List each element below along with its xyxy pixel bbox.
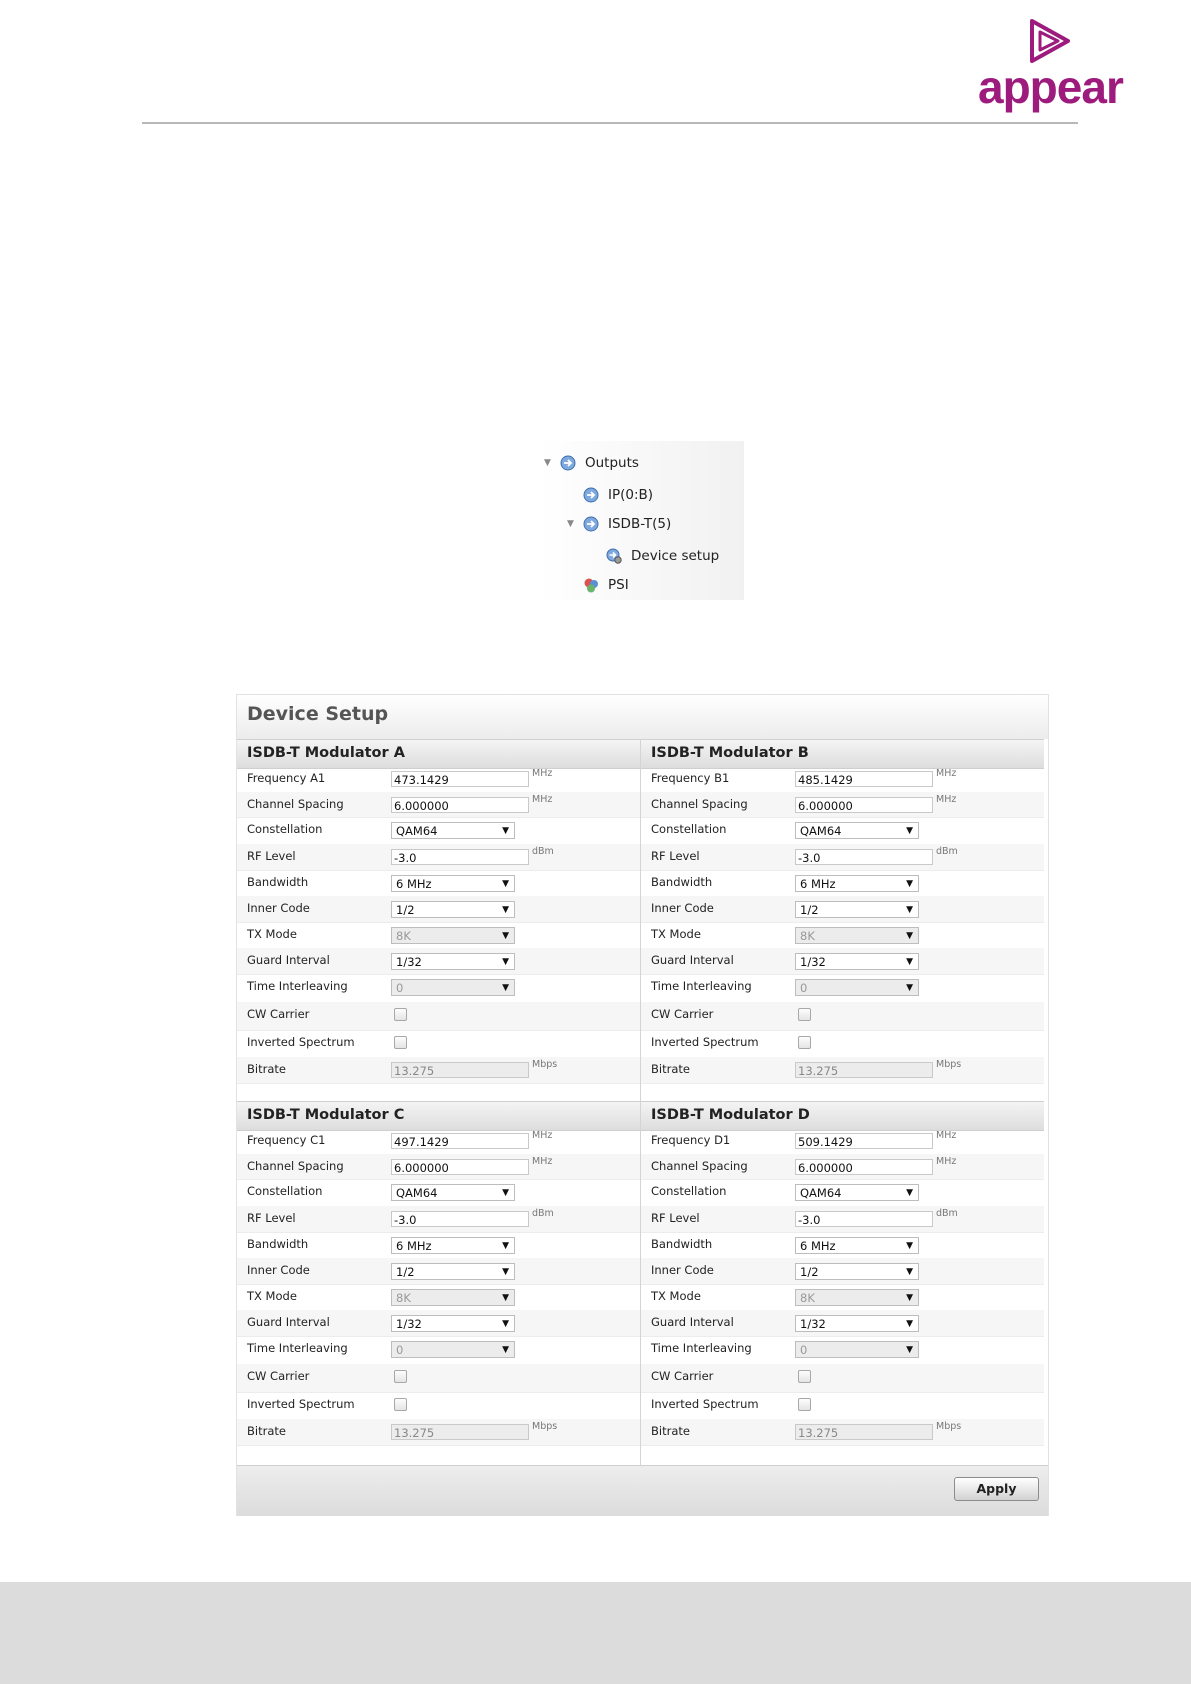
select-value: 8K xyxy=(396,929,411,943)
panel-header xyxy=(237,695,1048,739)
field-label: Guard Interval xyxy=(247,1315,330,1329)
modulator-title: ISDB-T Modulator D xyxy=(651,1107,810,1123)
field-label: Channel Spacing xyxy=(651,1159,748,1173)
tree-item-label: ISDB-T(5) xyxy=(608,516,672,532)
frequency-input[interactable]: 497.1429 xyxy=(391,1133,529,1149)
field-row-bitrate xyxy=(237,1057,640,1084)
channel-spacing-input[interactable]: 6.000000 xyxy=(795,1159,933,1175)
tree-item-device-setup[interactable] xyxy=(606,545,719,567)
unit-label: MHz xyxy=(936,1156,957,1167)
rf-level-input[interactable]: -3.0 xyxy=(391,849,529,865)
field-row-time-interleaving xyxy=(641,1336,1044,1365)
bitrate-input: 13.275 xyxy=(795,1062,933,1078)
unit-label: MHz xyxy=(936,768,957,779)
field-row-channel-spacing xyxy=(641,1154,1044,1180)
field-label: Bitrate xyxy=(247,1062,286,1076)
constellation-select[interactable] xyxy=(391,822,515,839)
field-row-guard-interval xyxy=(237,948,640,975)
psi-icon xyxy=(583,577,599,593)
select-value: 1/2 xyxy=(800,1265,819,1279)
unit-label: MHz xyxy=(936,794,957,805)
inner-code-select[interactable] xyxy=(795,1263,919,1280)
field-row-inner-code xyxy=(237,896,640,923)
unit-label: Mbps xyxy=(936,1421,962,1432)
rf-level-input[interactable]: -3.0 xyxy=(391,1211,529,1227)
modulator-title: ISDB-T Modulator B xyxy=(651,745,809,761)
field-row-bandwidth xyxy=(641,870,1044,897)
field-row-tx-mode xyxy=(641,1284,1044,1311)
field-row-inverted-spectrum xyxy=(641,1392,1044,1420)
tree-item-label: PSI xyxy=(608,577,629,593)
field-label: Time Interleaving xyxy=(247,979,348,993)
dropdown-arrow-icon: ▼ xyxy=(502,1267,509,1277)
unit-label: dBm xyxy=(532,1208,554,1219)
dropdown-arrow-icon: ▼ xyxy=(502,826,509,836)
page-title: Device Setup xyxy=(247,703,389,725)
guard-interval-select[interactable] xyxy=(391,1315,515,1332)
field-row-rf-level xyxy=(237,844,640,871)
field-label: Constellation xyxy=(247,822,323,836)
panel-footer xyxy=(237,1465,1048,1516)
field-label: Bitrate xyxy=(651,1062,690,1076)
field-row-rf-level xyxy=(237,1206,640,1233)
tx-mode-select xyxy=(795,1289,919,1306)
field-label: Channel Spacing xyxy=(247,1159,344,1173)
field-row-inverted-spectrum xyxy=(237,1392,640,1420)
field-label: RF Level xyxy=(247,1211,296,1225)
unit-label: dBm xyxy=(936,846,958,857)
field-label: TX Mode xyxy=(247,927,297,941)
inverted-spectrum-checkbox[interactable] xyxy=(394,1398,407,1411)
time-interleaving-select xyxy=(391,1341,515,1358)
field-row-bitrate xyxy=(237,1419,640,1446)
apply-button[interactable]: Apply xyxy=(954,1477,1039,1501)
field-label: RF Level xyxy=(651,1211,700,1225)
field-label: Inverted Spectrum xyxy=(651,1397,759,1411)
field-label: CW Carrier xyxy=(247,1369,310,1383)
dropdown-arrow-icon: ▼ xyxy=(502,1293,509,1303)
field-row-inverted-spectrum xyxy=(641,1030,1044,1058)
select-value: 6 MHz xyxy=(396,877,432,891)
field-row-tx-mode xyxy=(237,1284,640,1311)
select-value: 0 xyxy=(396,1343,404,1357)
appear-logo-icon xyxy=(1028,18,1072,64)
select-value: 1/32 xyxy=(396,1317,422,1331)
time-interleaving-select xyxy=(795,1341,919,1358)
dropdown-arrow-icon: ▼ xyxy=(502,905,509,915)
field-row-constellation xyxy=(237,817,640,845)
unit-label: MHz xyxy=(936,1130,957,1141)
bandwidth-select[interactable] xyxy=(391,1237,515,1254)
field-label: Bitrate xyxy=(651,1424,690,1438)
unit-label: dBm xyxy=(936,1208,958,1219)
field-row-tx-mode xyxy=(641,922,1044,949)
field-row-inverted-spectrum xyxy=(237,1030,640,1058)
field-row-bandwidth xyxy=(237,1232,640,1259)
cw-carrier-checkbox[interactable] xyxy=(394,1370,407,1383)
bitrate-input: 13.275 xyxy=(391,1424,529,1440)
channel-spacing-input[interactable]: 6.000000 xyxy=(391,1159,529,1175)
unit-label: dBm xyxy=(532,846,554,857)
field-row-frequency xyxy=(237,766,640,793)
field-row-rf-level xyxy=(641,844,1044,871)
output-icon xyxy=(583,516,599,532)
inner-code-select[interactable] xyxy=(391,901,515,918)
field-label: Channel Spacing xyxy=(247,797,344,811)
header-divider xyxy=(142,122,1078,124)
bandwidth-select[interactable] xyxy=(795,875,919,892)
unit-label: MHz xyxy=(532,1156,553,1167)
dropdown-arrow-icon: ▼ xyxy=(502,1319,509,1329)
output-tree xyxy=(538,441,744,600)
field-label: Time Interleaving xyxy=(651,979,752,993)
select-value: QAM64 xyxy=(396,824,438,838)
select-value: 8K xyxy=(396,1291,411,1305)
field-row-cw-carrier xyxy=(237,1002,640,1031)
field-row-bandwidth xyxy=(641,1232,1044,1259)
field-label: Time Interleaving xyxy=(651,1341,752,1355)
bandwidth-select[interactable] xyxy=(795,1237,919,1254)
tree-item-label: Device setup xyxy=(631,548,720,564)
field-row-time-interleaving xyxy=(237,974,640,1003)
select-value: 1/2 xyxy=(396,903,415,917)
dropdown-arrow-icon: ▼ xyxy=(906,879,913,889)
field-row-frequency xyxy=(641,766,1044,793)
field-row-inner-code xyxy=(641,896,1044,923)
expand-arrow-icon[interactable]: ▼ xyxy=(567,519,574,529)
field-label: RF Level xyxy=(651,849,700,863)
unit-label: Mbps xyxy=(936,1059,962,1070)
channel-spacing-input[interactable]: 6.000000 xyxy=(795,797,933,813)
field-label: Time Interleaving xyxy=(247,1341,348,1355)
tree-item-label: Outputs xyxy=(585,455,639,471)
field-label: CW Carrier xyxy=(247,1007,310,1021)
field-row-frequency xyxy=(237,1128,640,1155)
field-row-guard-interval xyxy=(641,948,1044,975)
unit-label: MHz xyxy=(532,768,553,779)
tx-mode-select xyxy=(391,1289,515,1306)
guard-interval-select[interactable] xyxy=(391,953,515,970)
inverted-spectrum-checkbox[interactable] xyxy=(394,1036,407,1049)
unit-label: Mbps xyxy=(532,1059,558,1070)
inverted-spectrum-checkbox[interactable] xyxy=(798,1398,811,1411)
modulator-header xyxy=(237,739,640,769)
dropdown-arrow-icon: ▼ xyxy=(906,1345,913,1355)
select-value: 0 xyxy=(396,981,404,995)
tx-mode-select xyxy=(795,927,919,944)
guard-interval-select[interactable] xyxy=(795,953,919,970)
select-value: 1/32 xyxy=(396,955,422,969)
field-label: RF Level xyxy=(247,849,296,863)
field-label: Inner Code xyxy=(247,1263,310,1277)
select-value: 1/32 xyxy=(800,955,826,969)
field-row-inner-code xyxy=(641,1258,1044,1285)
field-label: Inverted Spectrum xyxy=(651,1035,759,1049)
field-row-tx-mode xyxy=(237,922,640,949)
field-label: Frequency A1 xyxy=(247,771,326,785)
inner-code-select[interactable] xyxy=(795,901,919,918)
time-interleaving-select xyxy=(795,979,919,996)
modulator-title: ISDB-T Modulator A xyxy=(247,745,405,761)
field-label: TX Mode xyxy=(651,927,701,941)
field-row-frequency xyxy=(641,1128,1044,1155)
field-label: Frequency B1 xyxy=(651,771,730,785)
field-row-time-interleaving xyxy=(237,1336,640,1365)
rf-level-input[interactable]: -3.0 xyxy=(795,849,933,865)
modulator-title: ISDB-T Modulator C xyxy=(247,1107,405,1123)
field-label: Channel Spacing xyxy=(651,797,748,811)
unit-label: Mbps xyxy=(532,1421,558,1432)
dropdown-arrow-icon: ▼ xyxy=(502,931,509,941)
field-label: Bandwidth xyxy=(651,875,713,889)
field-row-constellation xyxy=(641,817,1044,845)
rf-level-input[interactable]: -3.0 xyxy=(795,1211,933,1227)
field-row-cw-carrier xyxy=(641,1364,1044,1393)
dropdown-arrow-icon: ▼ xyxy=(906,905,913,915)
field-label: Bandwidth xyxy=(247,1237,309,1251)
dropdown-arrow-icon: ▼ xyxy=(502,1188,509,1198)
dropdown-arrow-icon: ▼ xyxy=(906,826,913,836)
time-interleaving-select xyxy=(391,979,515,996)
select-value: QAM64 xyxy=(800,824,842,838)
expand-arrow-icon[interactable]: ▼ xyxy=(544,458,551,468)
frequency-input[interactable]: 485.1429 xyxy=(795,771,933,787)
select-value: QAM64 xyxy=(800,1186,842,1200)
select-value: 6 MHz xyxy=(800,877,836,891)
field-row-bitrate xyxy=(641,1057,1044,1084)
field-row-cw-carrier xyxy=(641,1002,1044,1031)
bandwidth-select[interactable] xyxy=(391,875,515,892)
field-label: Guard Interval xyxy=(247,953,330,967)
appear-logo-text: appear xyxy=(978,61,1123,113)
tx-mode-select xyxy=(391,927,515,944)
output-icon xyxy=(583,487,599,503)
field-label: Bandwidth xyxy=(247,875,309,889)
unit-label: MHz xyxy=(532,1130,553,1141)
field-row-inner-code xyxy=(237,1258,640,1285)
frequency-input[interactable]: 509.1429 xyxy=(795,1133,933,1149)
tree-item-ip[interactable] xyxy=(583,484,653,506)
dropdown-arrow-icon: ▼ xyxy=(502,957,509,967)
select-value: 8K xyxy=(800,929,815,943)
select-value: 0 xyxy=(800,1343,808,1357)
tree-item-psi[interactable] xyxy=(583,574,629,596)
tree-item-isdbt[interactable] xyxy=(567,513,671,535)
frequency-input[interactable]: 473.1429 xyxy=(391,771,529,787)
tree-item-label: IP(0:B) xyxy=(608,487,654,503)
cw-carrier-checkbox[interactable] xyxy=(798,1370,811,1383)
bitrate-input: 13.275 xyxy=(795,1424,933,1440)
page-footer-band xyxy=(0,1582,1191,1684)
field-label: Inner Code xyxy=(651,901,714,915)
field-label: Bitrate xyxy=(247,1424,286,1438)
dropdown-arrow-icon: ▼ xyxy=(502,1345,509,1355)
tree-item-outputs[interactable] xyxy=(544,452,639,474)
dropdown-arrow-icon: ▼ xyxy=(906,931,913,941)
dropdown-arrow-icon: ▼ xyxy=(906,1267,913,1277)
field-label: Bandwidth xyxy=(651,1237,713,1251)
cw-carrier-checkbox[interactable] xyxy=(394,1008,407,1021)
dropdown-arrow-icon: ▼ xyxy=(906,957,913,967)
cw-carrier-checkbox[interactable] xyxy=(798,1008,811,1021)
select-value: 0 xyxy=(800,981,808,995)
inverted-spectrum-checkbox[interactable] xyxy=(798,1036,811,1049)
dropdown-arrow-icon: ▼ xyxy=(906,1319,913,1329)
field-row-guard-interval xyxy=(237,1310,640,1337)
field-label: TX Mode xyxy=(247,1289,297,1303)
field-label: Inverted Spectrum xyxy=(247,1035,355,1049)
field-label: TX Mode xyxy=(651,1289,701,1303)
select-value: 6 MHz xyxy=(396,1239,432,1253)
field-row-guard-interval xyxy=(641,1310,1044,1337)
dropdown-arrow-icon: ▼ xyxy=(906,983,913,993)
dropdown-arrow-icon: ▼ xyxy=(906,1241,913,1251)
field-label: CW Carrier xyxy=(651,1369,714,1383)
field-row-rf-level xyxy=(641,1206,1044,1233)
field-label: Guard Interval xyxy=(651,1315,734,1329)
field-label: CW Carrier xyxy=(651,1007,714,1021)
field-row-bandwidth xyxy=(237,870,640,897)
select-value: 6 MHz xyxy=(800,1239,836,1253)
select-value: QAM64 xyxy=(396,1186,438,1200)
field-label: Guard Interval xyxy=(651,953,734,967)
modulator-header xyxy=(237,1101,640,1131)
dropdown-arrow-icon: ▼ xyxy=(906,1188,913,1198)
field-label: Inner Code xyxy=(651,1263,714,1277)
field-label: Frequency D1 xyxy=(651,1133,731,1147)
field-row-time-interleaving xyxy=(641,974,1044,1003)
field-row-channel-spacing xyxy=(237,1154,640,1180)
device-setup-icon xyxy=(606,548,622,564)
select-value: 8K xyxy=(800,1291,815,1305)
constellation-select[interactable] xyxy=(795,822,919,839)
output-icon xyxy=(560,455,576,471)
modulator-header xyxy=(641,1101,1044,1131)
field-label: Inverted Spectrum xyxy=(247,1397,355,1411)
field-label: Constellation xyxy=(651,822,727,836)
unit-label: MHz xyxy=(532,794,553,805)
field-row-constellation xyxy=(641,1179,1044,1207)
bitrate-input: 13.275 xyxy=(391,1062,529,1078)
channel-spacing-input[interactable]: 6.000000 xyxy=(391,797,529,813)
guard-interval-select[interactable] xyxy=(795,1315,919,1332)
field-row-constellation xyxy=(237,1179,640,1207)
device-setup-panel xyxy=(236,694,1049,1516)
field-label: Constellation xyxy=(651,1184,727,1198)
field-label: Inner Code xyxy=(247,901,310,915)
modulator-header xyxy=(641,739,1044,769)
dropdown-arrow-icon: ▼ xyxy=(906,1293,913,1303)
dropdown-arrow-icon: ▼ xyxy=(502,879,509,889)
inner-code-select[interactable] xyxy=(391,1263,515,1280)
select-value: 1/2 xyxy=(800,903,819,917)
field-row-channel-spacing xyxy=(237,792,640,818)
field-label: Frequency C1 xyxy=(247,1133,326,1147)
constellation-select[interactable] xyxy=(795,1184,919,1201)
constellation-select[interactable] xyxy=(391,1184,515,1201)
field-row-bitrate xyxy=(641,1419,1044,1446)
select-value: 1/2 xyxy=(396,1265,415,1279)
dropdown-arrow-icon: ▼ xyxy=(502,983,509,993)
field-row-cw-carrier xyxy=(237,1364,640,1393)
dropdown-arrow-icon: ▼ xyxy=(502,1241,509,1251)
select-value: 1/32 xyxy=(800,1317,826,1331)
field-row-channel-spacing xyxy=(641,792,1044,818)
field-label: Constellation xyxy=(247,1184,323,1198)
